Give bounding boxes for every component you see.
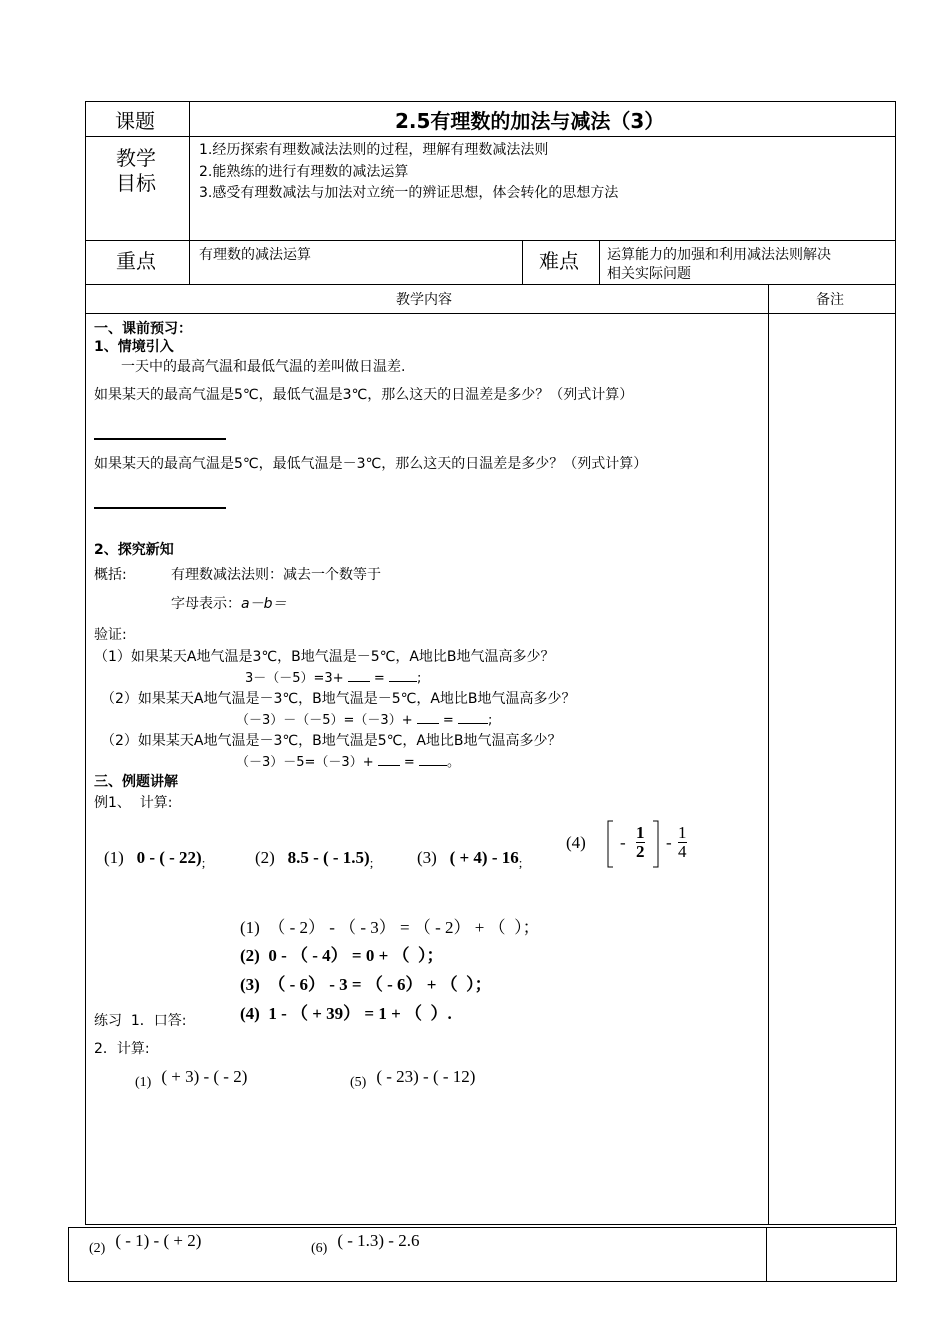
practice-2-label: (2) xyxy=(89,1241,106,1256)
subtraction-rule: 有理数减法法则：减去一个数等于 xyxy=(171,567,381,583)
fraction-one-half xyxy=(636,824,645,861)
letter-form xyxy=(171,593,286,613)
verify-terminator: ; xyxy=(416,671,422,686)
section-heading-examples: 三、例题讲解 xyxy=(94,774,178,790)
question-1: 如果某天的最高气温是5℃，最低气温是3℃，那么这天的日温差是多少？（列式计算） xyxy=(94,387,634,403)
fraction-denominator: 4 xyxy=(678,842,687,861)
row-line-3 xyxy=(85,284,896,285)
fraction-numerator: 1 xyxy=(636,823,645,842)
row-line-4 xyxy=(85,313,896,314)
section-heading-preview: 一、课前预习： xyxy=(94,321,192,337)
verify-equals: = xyxy=(403,755,415,770)
content-column-header: 教学内容 xyxy=(396,292,452,308)
practice-6-label: (6) xyxy=(311,1241,328,1256)
practice-2 xyxy=(89,1231,202,1256)
calculate-label: 2．计算: xyxy=(94,1041,150,1057)
oral-item-3: (3) （ - 6） - 3 = （ - 6） + （ ）； xyxy=(240,975,492,994)
fraction-numerator: 1 xyxy=(678,823,687,842)
left-bracket-icon xyxy=(606,820,614,868)
example-4-minus: - xyxy=(620,833,626,852)
verify-blank[interactable] xyxy=(419,751,447,766)
practice-6-expr: ( - 1.3) - 2.6 xyxy=(337,1231,420,1250)
page-title: 2.5有理数的加法与减法（3） xyxy=(395,109,665,133)
subheading-explore: 2、探究新知 xyxy=(94,542,174,558)
verify-blank[interactable] xyxy=(378,751,400,766)
practice-5-label: (5) xyxy=(350,1075,367,1090)
practice-5 xyxy=(350,1067,476,1090)
verify-answer-2-expr: （－3）－（－5）=（－3）+ xyxy=(236,713,413,728)
key-point-text: 有理数的减法运算 xyxy=(199,247,311,263)
verify-answer-2 xyxy=(236,709,492,728)
example-2-expr: 8.5 - ( - 1.5) xyxy=(287,848,370,867)
subheading-scenario: 1、情境引入 xyxy=(94,339,174,355)
verify-blank[interactable] xyxy=(458,709,488,724)
example-3-expr: ( + 4) - 16 xyxy=(449,848,519,867)
verify-blank[interactable] xyxy=(389,667,417,682)
goal-item: 2.能熟练的进行有理数的减法运算 xyxy=(199,164,409,180)
col-line-diff-label xyxy=(599,240,600,284)
verify-blank[interactable] xyxy=(417,709,439,724)
example-1-expr: 0 - ( - 22) xyxy=(136,848,202,867)
verify-label: 验证: xyxy=(94,627,127,643)
summary-label: 概括: xyxy=(94,567,127,583)
verify-question-3: （2）如果某天A地气温是－3℃，B地气温是5℃，A地比B地气温高多少？ xyxy=(101,733,562,749)
notes-column-header: 备注 xyxy=(816,292,844,308)
example-2 xyxy=(255,848,373,871)
practice-label: 练习 1．口答: xyxy=(94,1013,187,1029)
col-line-label xyxy=(189,101,190,284)
example-1-label: (1) xyxy=(104,848,124,867)
col-line-key-right xyxy=(522,240,523,284)
example-2-label: (2) xyxy=(255,848,275,867)
verify-terminator: 。 xyxy=(446,755,460,770)
row-line-1 xyxy=(85,136,896,137)
example-separator: ; xyxy=(201,855,206,870)
goal-label-line1: 教学 xyxy=(116,146,156,170)
example-3 xyxy=(417,848,522,871)
key-point-label: 重点 xyxy=(116,249,156,273)
verify-answer-3 xyxy=(236,751,460,770)
oral-item-4: (4) 1 - （ + 39） = 1 + （ ）. xyxy=(240,1004,452,1023)
verify-answer-3-expr: （－3）－5=（－3）+ xyxy=(236,755,374,770)
verify-question-2: （2）如果某天A地气温是－3℃，B地气温是－5℃，A地比B地气温高多少？ xyxy=(101,691,576,707)
verify-question-1: （1）如果某天A地气温是3℃，B地气温是－5℃，A地比B地气温高多少？ xyxy=(94,649,555,665)
example-4-label: (4) xyxy=(566,833,586,852)
answer-line-1[interactable] xyxy=(94,438,226,440)
example-separator: ; xyxy=(518,855,523,870)
verify-terminator: ; xyxy=(487,713,493,728)
difficulty-text-line2: 相关实际问题 xyxy=(607,266,691,282)
example-3-label: (3) xyxy=(417,848,437,867)
goal-label-line2: 目标 xyxy=(116,171,156,195)
row-line-2 xyxy=(85,240,896,241)
fraction-one-quarter xyxy=(678,824,687,861)
question-2: 如果某天的最高气温是5℃，最低气温是－3℃，那么这天的日温差是多少？（列式计算） xyxy=(94,456,648,472)
verify-equals: = xyxy=(373,671,385,686)
example-1 xyxy=(104,848,205,871)
goal-item: 3.感受有理数减法与加法对立统一的辨证思想，体会转化的思想方法 xyxy=(199,185,619,201)
example-4-operator: - xyxy=(666,833,672,852)
verify-answer-1-expr: 3－（－5）=3+ xyxy=(245,671,344,686)
practice-2-expr: ( - 1) - ( + 2) xyxy=(115,1231,202,1250)
fraction-denominator: 2 xyxy=(636,842,645,861)
oral-item-1: (1) （ - 2） - （ - 3） = （ - 2） + （ ）； xyxy=(240,918,540,937)
example-label: 例1、 计算: xyxy=(94,795,173,811)
difficulty-text-line1: 运算能力的加强和利用减法法则解决 xyxy=(607,247,831,263)
letter-form-prefix: 字母表示： xyxy=(171,596,241,612)
practice-1-expr: ( + 3) - ( - 2) xyxy=(161,1067,248,1086)
goal-item: 1.经历探索有理数减法法则的过程，理解有理数减法法则 xyxy=(199,142,549,158)
practice-1 xyxy=(135,1067,248,1090)
topic-label: 课题 xyxy=(115,109,155,133)
practice-5-expr: ( - 23) - ( - 12) xyxy=(376,1067,476,1086)
intro-text: 一天中的最高气温和最低气温的差叫做日温差. xyxy=(121,359,406,375)
continuation-col-line xyxy=(766,1227,767,1282)
answer-line-2[interactable] xyxy=(94,507,226,509)
letter-form-expression: a－b＝ xyxy=(241,596,287,612)
difficulty-label: 难点 xyxy=(539,249,579,273)
verify-blank[interactable] xyxy=(348,667,370,682)
practice-6 xyxy=(311,1231,420,1256)
right-bracket-icon xyxy=(652,820,660,868)
verify-equals: = xyxy=(442,713,454,728)
oral-item-2: (2) 0 - （ - 4） = 0 + （ ）； xyxy=(240,946,444,965)
example-separator: ; xyxy=(369,855,374,870)
verify-answer-1 xyxy=(245,667,421,686)
col-line-notes xyxy=(768,284,769,1225)
practice-1-label: (1) xyxy=(135,1075,152,1090)
